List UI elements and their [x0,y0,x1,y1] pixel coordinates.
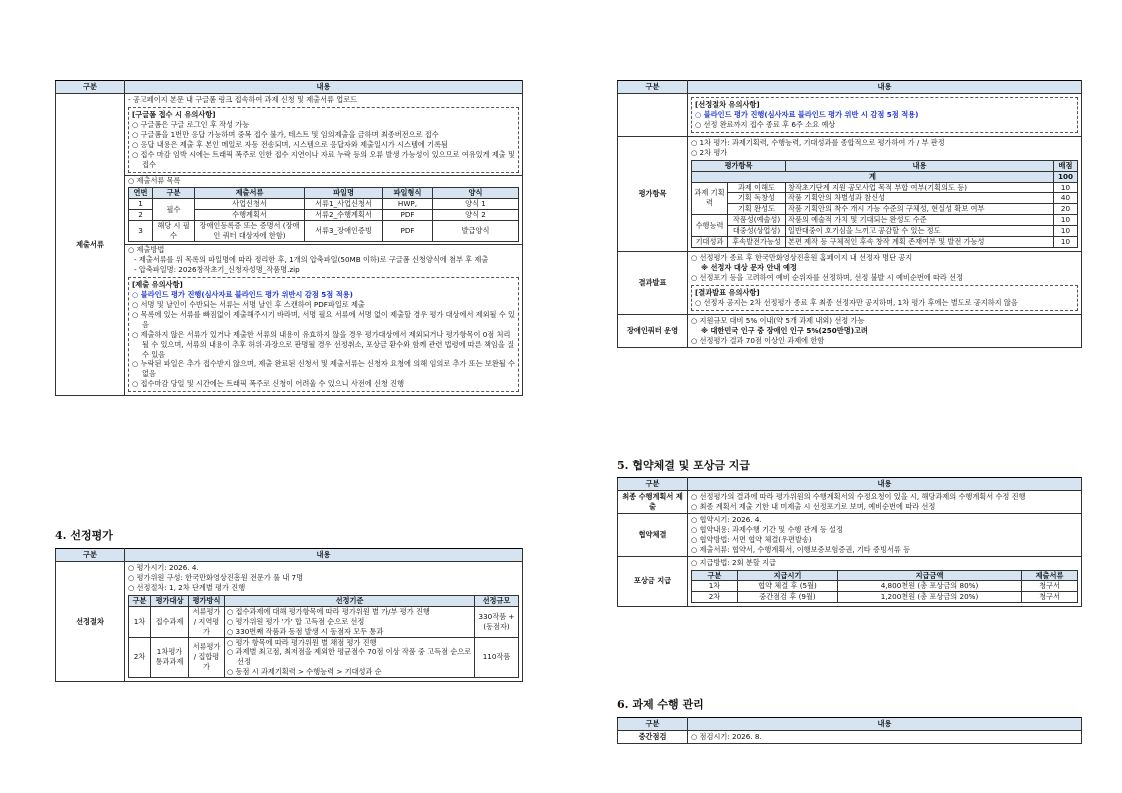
quota-line: ○ 지원규모 대비 5% 이내(약 5개 과제 내외) 선정 가능 [691,315,865,325]
method-title: ○ 제출방법 [128,245,165,255]
stage-col-header: 선정기준 [225,595,475,606]
eval-label: 평가항목 [618,136,688,251]
selection-item: ○ 선정절차: 1, 2차 단계별 평가 진행 [128,582,246,592]
score-item: 기획 완성도 [728,204,786,215]
google-box-item: ○ 구글폼은 구글 로그인 후 작성 가능 [132,119,250,129]
table-row [692,237,1078,248]
table-row [129,199,519,210]
score-group: 과제 기획력 [692,182,728,215]
caution-box-item: ○ 누락된 파일은 추가 접수받지 않으며, 제출 완료된 신청서 및 제출서류는 신청자 요청에 의해 임의로 추가 또는 보완될 수 없음 [132,359,515,379]
selection-box-item: ○ 선정 완료까지 접수 종료 후 6주 소요 예상 [695,119,836,129]
quota-label: 장애인쿼터 운영 [618,314,688,347]
doc-cell: 서류3_장애인증빙 [305,221,383,242]
midcheck-label: 중간점검 [618,730,688,743]
right-column [617,80,1082,348]
stage-criteria: ○ 330번째 작품과 동점 발생 시 동점자 모두 통과 [227,626,384,636]
google-form-notice-box [128,107,519,173]
stage-cell: 110작품 [475,637,519,678]
sec6-block [617,717,1082,744]
doc-cell: 양식 2 [433,210,519,221]
table-row [692,182,1078,193]
table-row [129,637,519,678]
agreement-table [617,477,1082,607]
doc-col-header: 양식 [433,188,519,199]
stage-col-header: 선정규모 [475,595,519,606]
method-item: - 제출서류를 위 목록의 파일명에 따라 정리한 후, 1개의 압축파일(50MB 이하)로 구글폼 신청양식에 첨부 후 제출 [134,255,489,265]
agreement-item: ○ 협약내용: 과제수행 기간 및 수행 관계 등 설정 [691,524,843,534]
score-group: 수행능력 [692,215,728,237]
selection-item: ○ 평가시기: 2026. 4. [128,562,199,572]
prize-cell: 중간점검 후 (9월) [738,592,838,603]
doc-cell: 발급양식 [433,221,519,242]
table-row [692,204,1078,215]
doc-cell: 장애인등록증 또는 증명서 (장애인 쿼터 대상자에 한함) [195,221,305,242]
doc-cell: 3 [129,221,153,242]
score-item: 작품성(예술성) [728,215,786,226]
quota-line: ○ 선정평가 결과 70점 이상인 과제에 한함 [691,335,825,345]
eval-line: ○ 2차 평가 [691,147,728,157]
management-table [617,717,1082,744]
stage-cell: 330작품 +(동점자) [475,606,519,637]
stage-criteria: ○ 접수과제에 대해 평가항목에 따라 평가위원 별 가/부 평가 진행 [227,606,430,616]
prize-label: 포상금 지급 [618,556,688,607]
eval-continued-table [617,80,1082,348]
selection-box-highlight: ○ 블라인드 평가 진행(심사자료 블라인드 평가 위반 시 감점 5점 적용) [695,109,919,119]
doc-cell: 양식 1 [433,199,519,210]
selection-stage-table [128,595,519,679]
score-desc: 일반대중이 호기심을 느끼고 공감할 수 있는 정도 [786,226,1054,237]
prize-cell: 1차 [692,581,738,592]
score-item: 기획 독창성 [728,193,786,204]
quota-note: ※ 대한민국 인구 중 장애인 인구 5%(250만명)고려 [701,325,868,335]
section-title-6: 6. 과제 수행 관리 [617,698,704,711]
doc-col-header: 파일형식 [383,188,433,199]
score-value: 20 [1054,204,1078,215]
stage-cell: 1차평가 통과과제 [151,637,189,678]
caution-box-item: ○ 서명 및 날인이 수반되는 서류는 서명 날인 후 스캔하여 PDF파일로 제출 [132,299,365,309]
doc-col-header: 구분 [153,188,195,199]
section-title-5: 5. 협약체결 및 포상금 지급 [617,459,751,472]
header-gubun: 구분 [56,81,125,94]
table-row [129,606,519,637]
header-naeyong: 내용 [125,549,523,562]
submission-table [55,80,523,396]
section-title-4: 4. 선정평가 [55,529,113,542]
prize-col-header: 제출서류 [1022,570,1078,581]
doc-cell: PDF [383,221,433,242]
prize-cell: 청구서 [1022,592,1078,603]
score-desc: 작품 기획안의 차별성과 참신성 [786,193,1054,204]
score-col-header: 내용 [786,160,1054,171]
eval-score-table [691,160,1078,249]
result-note: ※ 선정자 대상 문자 안내 예정 [701,263,797,273]
doc-list-title: ○ 제출서류 목록 [128,175,181,185]
header-gubun: 구분 [618,718,688,731]
prize-cell: 청구서 [1022,581,1078,592]
doc-col-header: 연번 [129,188,153,199]
doc-cell: PDF [383,210,433,221]
agreement-item: ○ 협약시기: 2026. 4. [691,514,762,524]
stage-cell: 접수과제 [151,606,189,637]
doc-cell: 1 [129,199,153,210]
result-line: ○ 선정평가 종료 후 한국만화영상진흥원 홈페이지 내 선정자 명단 공지 [691,253,913,263]
caution-box-item: ○ 접수마감 당일 및 시간에는 트래픽 폭주로 신청이 어려울 수 있으니 사전에 신청 진행 [132,379,405,389]
doc-cell: 사업신청서 [195,199,305,210]
doc-cell: 2 [129,210,153,221]
score-value: 10 [1054,215,1078,226]
score-value: 10 [1054,237,1078,248]
header-gubun: 구분 [618,81,688,94]
prize-cell: 협약 체결 후 (5월) [738,581,838,592]
header-naeyong: 내용 [688,478,1082,491]
stage-criteria: ○ 과제별 최고점, 최저점을 제외한 평균점수 70점 이상 작품 중 고득점 순으로 선정 [227,647,472,667]
eval-line: ○ 1차 평가: 과제기획력, 수행능력, 기대성과를 종합적으로 평가하여 가 / 부 판정 [691,137,945,147]
score-desc: 작품의 예술적 가치 및 기대되는 완성도 수준 [786,215,1054,226]
score-total-label: 계 [692,171,1054,182]
sec4-block [55,548,523,682]
doc-list-table [128,187,519,242]
table-row [692,592,1078,603]
prize-cell: 1,200천원 (총 포상금의 20%) [838,592,1022,603]
score-value: 40 [1054,193,1078,204]
table-row [692,226,1078,237]
left-column [55,80,523,396]
submission-intro: - 공고페이지 본문 내 구글폼 링크 접속하여 과제 신청 및 제출서류 업로드 [128,94,358,104]
stage-criteria: ○ 평가위원 평가 '가' 합 고득점 순으로 선정 [227,616,365,626]
stage-cell: 서류평가 / 지역평가 [189,606,225,637]
agreement-item: ○ 협약방법: 서면 협약 체결(우편발송) [691,534,812,544]
score-item: 과제 이해도 [728,182,786,193]
result-notice-box [691,285,1078,311]
caution-box-title: [제출 유의사항] [132,279,183,289]
score-col-header: 평가항목 [692,160,786,171]
score-item: 대중성(상업성) [728,226,786,237]
stage-cell: 2차 [129,637,151,678]
selection-table [55,548,523,682]
selection-notice-box [691,97,1078,133]
final-plan-line: ○ 선정평가의 결과에 따라 평가위원의 수행계획서의 수정요청이 있을 시, 해당과제의 수행계획서 수정 진행 [691,491,1026,501]
score-desc: 작품 기획안의 착수 개시 가능 수준의 구체성, 현실성 확보 여부 [786,204,1054,215]
score-col-header: 배점 [1054,160,1078,171]
submission-label: 제출서류 [56,93,125,395]
score-item: 후속발전가능성 [728,237,786,248]
header-naeyong: 내용 [125,81,523,94]
google-box-item: ○ 접수 마감 임박 시에는 트래픽 폭주로 인한 접수 지연이나 자료 누락 등의 오류 발생 가능성이 있으므로 여유있게 제출 및 접수 [132,149,515,169]
stage-col-header: 평가방식 [189,595,225,606]
selection-item: ○ 평가위원 구성: 한국만화영상진흥원 전문가 풀 내 7명 [128,572,304,582]
doc-cell: 필수 [153,199,195,221]
score-desc: 창작초기단계 지원 공모사업 목적 부합 여부(기획의도 등) [786,182,1054,193]
selection-box-title: [선정절차 유의사항] [695,99,760,109]
header-naeyong: 내용 [688,81,1082,94]
prize-line: ○ 지급방법: 2회 분할 지급 [691,557,776,567]
stage-criteria: ○ 동점 시 과제기획력 > 수행능력 > 기대성과 순 [227,667,382,677]
prize-table [691,570,1078,604]
midcheck-line: ○ 점검시기: 2026. 8. [688,730,1082,743]
caution-box-highlight: ○ 블라인드 평가 진행(심사자료 블라인드 평가 위반시 감점 5점 적용) [132,289,353,299]
stage-col-header: 평가대상 [151,595,189,606]
table-row [692,215,1078,226]
header-gubun: 구분 [618,478,688,491]
result-box-title: [결과발표 유의사항] [695,287,760,297]
google-box-title: [구글폼 접수 시 유의사항] [132,109,216,119]
caution-box-item: ○ 목록에 있는 서류를 빠짐없이 제출해주시기 바라며, 서명 필요 서류에 서명 없이 제출할 경우 평가 대상에서 제외될 수 있음 [132,309,515,329]
agreement-label: 협약체결 [618,513,688,556]
doc-col-header: 파일명 [305,188,383,199]
score-value: 10 [1054,226,1078,237]
doc-cell: 서류1_사업신청서 [305,199,383,210]
final-plan-label: 최종 수행계획서 제출 [618,490,688,513]
method-item: - 압축파일명: 2026창작초기_신청자성명_작품명.zip [134,265,300,274]
doc-col-header: 제출서류 [195,188,305,199]
doc-cell: HWP, [383,199,433,210]
stage-criteria: ○ 평가 항목에 따라 평가위원 별 채점 평가 진행 [227,637,377,647]
prize-cell: 4,800천원 (총 포상금의 80%) [838,581,1022,592]
score-group: 기대성과 [692,237,728,248]
doc-cell: 해당 시 필수 [153,221,195,242]
table-row [692,193,1078,204]
result-line: ○ 선정포기 등을 고려하여 예비 순위자를 선정하며, 선정 불발 시 예비순번에 따라 선정 [691,273,964,282]
header-naeyong: 내용 [688,718,1082,731]
prize-col-header: 지급금액 [838,570,1022,581]
score-desc: 본편 제작 등 구체적인 후속 창작 계획 존재여부 및 발전 가능성 [786,237,1054,248]
doc-cell: 수행계획서 [195,210,305,221]
score-total: 100 [1054,171,1078,182]
result-label: 결과발표 [618,252,688,315]
stage-cell: 서류평가 / 집합평가 [189,637,225,678]
sec5-block [617,477,1082,607]
google-box-item: ○ 구글폼을 1번만 응답 가능하며 중복 접수 불가, 테스트 및 임의제출을 금하며 최종버전으로 접수 [132,129,439,139]
agreement-item: ○ 제출서류: 협약서, 수행계획서, 이행보증보험증권, 기타 증빙서류 등 [691,544,911,554]
prize-col-header: 지급시기 [738,570,838,581]
table-row [692,581,1078,592]
submission-caution-box [128,277,519,392]
selection-label: 선정절차 [56,561,125,681]
caution-box-item: ○ 제출하지 않은 서류가 있거나 제출한 서류의 내용이 유효하지 않을 경우 평가대상에서 제외되거나 평가항목이 0점 처리될 수 있으며, 서류의 내용이 추후 허위·과장으로 판명될 경우 선정취소, 포상금 환수와 함께 관련 법령에 따른 책임을 질 수 있음 [132,329,515,359]
stage-cell: 1차 [129,606,151,637]
prize-cell: 2차 [692,592,738,603]
table-row [129,221,519,242]
stage-col-header: 구분 [129,595,151,606]
google-box-item: ○ 응답 내용은 제출 후 본인 메일로 자동 전송되며, 시스템으로 응답자와 제출일시가 시스템에 기록됨 [132,139,448,149]
final-plan-line: ○ 최종 계획서 제출 기한 내 미제출 시 선정포기로 보며, 예비순번에 따라 선정 [691,501,936,511]
prize-col-header: 구분 [692,570,738,581]
result-box-item: ○ 선정자 공지는 2차 선정평가 종료 후 최종 선정자만 공지하며, 1차 평가 후에는 별도로 공지하지 않음 [695,297,1018,307]
doc-cell: 서류2_수행계획서 [305,210,383,221]
header-gubun: 구분 [56,549,125,562]
score-value: 10 [1054,182,1078,193]
